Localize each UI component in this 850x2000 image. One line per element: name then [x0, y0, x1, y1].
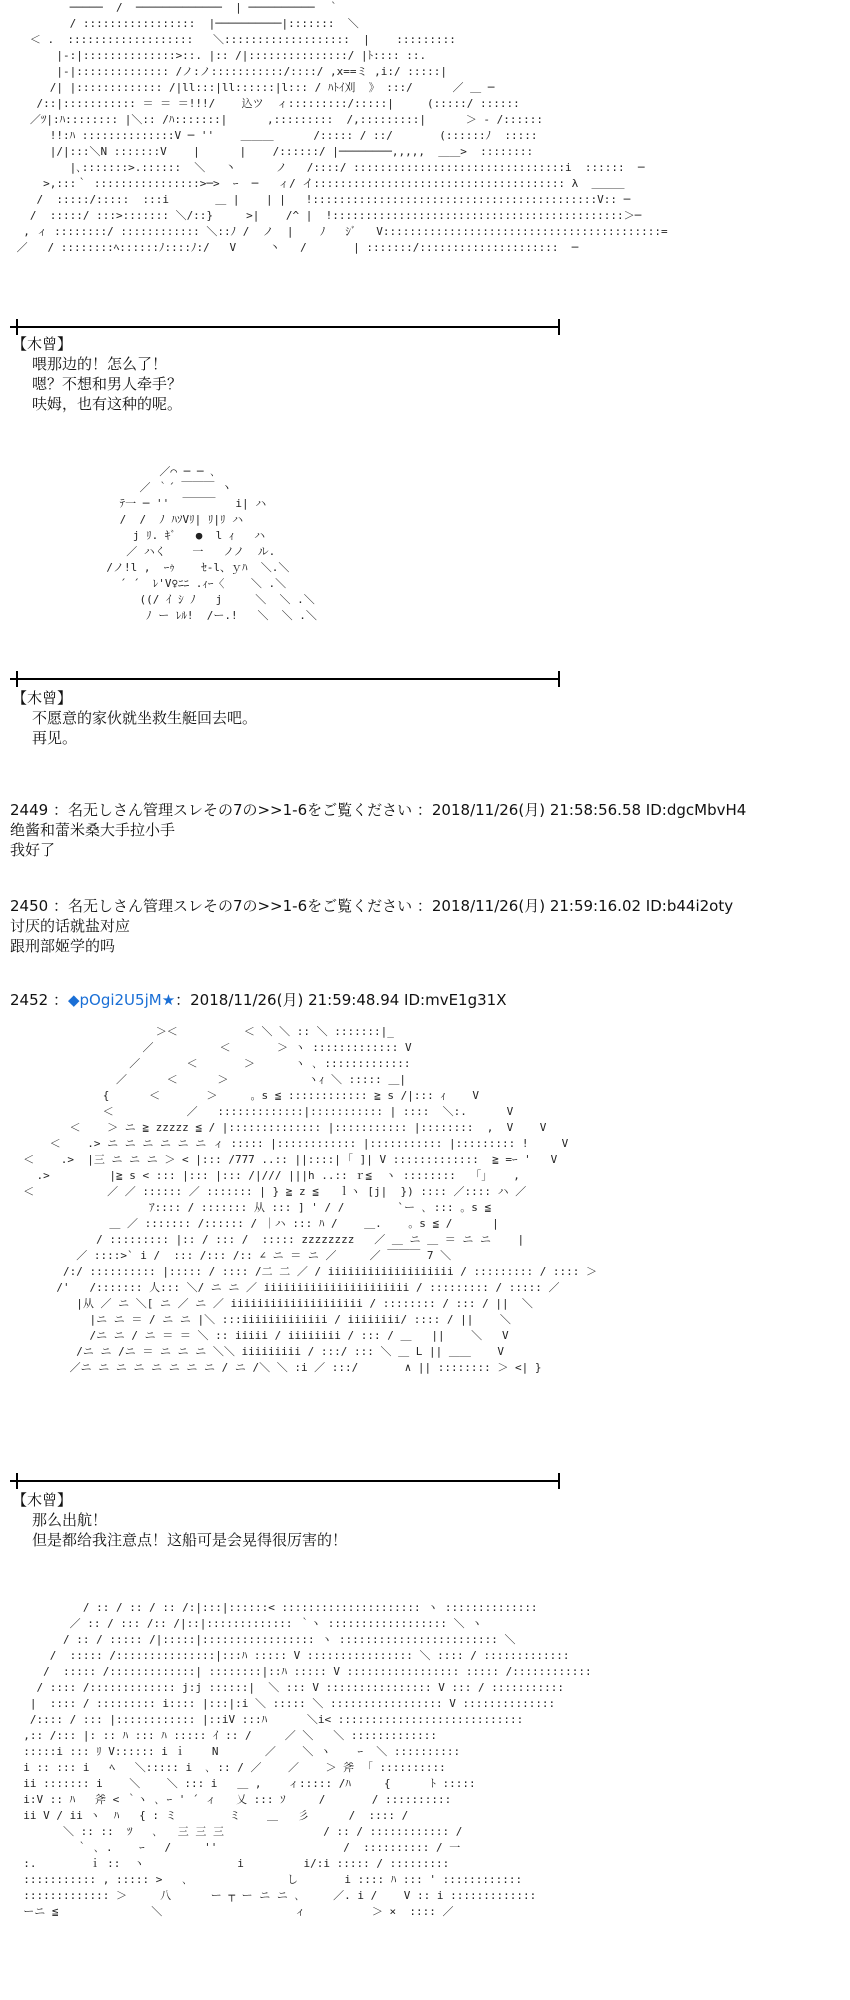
post-2450: [10, 896, 840, 956]
divider-cross: [558, 671, 560, 687]
post-2452: [10, 990, 840, 1010]
dialogue-line: 不愿意的家伙就坐救生艇回去吧。: [32, 709, 258, 727]
speaker-name: 【木曾】: [12, 1491, 73, 1509]
speaker-name: 【木曾】: [12, 335, 73, 353]
divider-cross: [16, 319, 18, 335]
post-body-line: 跟刑部姬学的吗: [10, 937, 116, 955]
dialogue-line: 但是都给我注意点！这船可是会晃得很厉害的！: [32, 1531, 348, 1549]
dialogue-line: 嗯？不想和男人牵手？: [32, 375, 183, 393]
dialogue-line: 再见。: [32, 729, 78, 747]
dialogue-block-3: [12, 1490, 347, 1550]
star-icon: ★: [161, 991, 176, 1009]
ascii-art-scene-1: ───── / ───────────── | ────────── ｀ / ::::::::::::::::: |──────────|::::::: ＼ ＜ . ::::::::::::::::::: ＼::::::::::::::::::: | ::::::::: |-:|::::::::::::::>::. |:: /|:::::::::::::::/ |ﾄ:::: ::. |-|:::::::::::::: /ノ:ノ:::::::::::/::::/ ,x==ミ ,i:/ :::::| /| |::::::::::::: /|ll:::|ll::::::|l::: / ﾊﾄｲ刈 》 :::/ ／ ＿ ─ /::|::::::::::: ＝ ＝ ＝!!!/ 込ツ ィ:::::::::/:::::| (:::::/ :::::: ／ﾂ|:ﾊ:::::::: |＼:: /ﾊ:::::::| ,::::::::: /,:::::::::| ＞ - /:::::: !!:ﾊ ::::::::::::::V ─ '' ＿＿＿ /::::: / ::/ (::::::ﾉ ::::: |/|:::＼N :::::::V | | /::::::/ |────────,,,,, ＿＿> :::::::: |､:::::::>.:::::: ＼ 丶 ノ /::::/ ::::::::::::::::::::::::::::::::i :::::: ─ >,:::｀ ::::::::::::::::>─> ｰ ─ ィ/ イ:::::::::::::::::::::::::::::::::::::: λ ＿＿＿ / :::::/::::: :::i ＿ | | | !:::::::::::::::::::::::::::::::::::::::::::V:: ─ / :::::/ :::>::::::: ＼/::} >| /^ | !::::::::::::::::::::::::::::::::::::::::::::＞─ , ィ ::::::::/ :::::::::::: ＼::ﾉ / ノ | ﾉ ｼﾞ V::::::::::::::::::::::::::::::::::::::::::= ／ / ::::::::ﾍ::::::ﾉ::::ﾉ:/ V 丶 / | :::::::/::::::::::::::::::::: ─: [16, 1, 668, 254]
divider-cross: [558, 319, 560, 335]
divider: [10, 678, 560, 680]
post-body-line: 我好了: [10, 841, 56, 859]
ascii-art-scene-3: ＞＜ ＜ ＼ ＼ :: ＼ :::::::|_ ／ ＜ ＞ ヽ ::::::::::::: V ／ ＜ ＞ ヽ ､ ::::::::::::: ／ ＜ ＞ ヽｨ ＼ ::::: ＿| { ＜ ＞ 。s ≦ :::::::::::: ≧ s /|::: ｨ V ＜ ／ :::::::::::::|::::::::::: | :::: ＼:. V ＜ ＞ ニ ≧ zzzzz ≦ / |:::::::::::::: |::::::::::: |:::::::: , V V ＜ .> ニ ニ ニ ニ ニ ニ ィ ::::: |:::::::::::: |::::::::::: |::::::::: ! V ＜ .> |三 ニ ニ ニ ＞ < |::: /777 ..:: ||::::| ｢ ]| V ::::::::::::: ≧ =ｰ ' V .> |≧ s < ::: |::: |::: /|/// |||h ..:: ｒ≦ ヽ :::::::: ｢｣ , ＜ ／ ／ :::::: ／ ::::::: | } ≧ z ≦ ｌヽ [j| }) :::: ／:::: ハ ／ ｱ:::: / ::::::: 从 ::: ] ' / / `ー ､ ::: 。s ≦ ＿ ／ ::::::: /:::::: / ｜ハ ::: ﾊ / ＿. 。s ≦ / | / ::::::::: |:: / ::: / ::::: zzzzzzzz ／ ＿ ニ ＿ ＝ ニ ニ | ／ ::::>` i / ::: /::: /:: ∠ ニ ＝ ニ ／ ／ ￣￣￣ 7 ＼ /:/ :::::::::: |::::: / :::: /二 二 ／ / iiiiiiiiiiiiiiiiiii / ::::::::: / :::: ＞ /' /::::::: 人::: ＼/ ニ ニ ／ iiiiiiiiiiiiiiiiiiiiii / ::::::::: / ::::: ／ |从 ／ ニ ＼[ ニ ／ ニ ／ iiiiiiiiiiiiiiiiiiii / :::::::: / ::: / || ＼ |ニ ニ ＝ / ニ ニ |＼ :::iiiiiiiiiiiii / iiiiiiii/ :::: / || ＼ /ニ ニ / ニ ＝ ＝ ＼ :: iiiii / iiiiiiii / ::: / ＿ || ＼ V /ニ ニ /ニ ＝ ニ ニ ニ ＼＼ iiiiiiiii / :::/ ::: ＼ ＿ L || ＿＿ V ／ニ ニ ニ ニ ニ ニ ニ ニ / ニ /＼ ＼ :i ／ :::/ ∧ || :::::::: ＞ <| }: [23, 1025, 598, 1374]
dialogue-line: 那么出航！: [32, 1511, 108, 1529]
divider: [10, 1480, 560, 1482]
tripcode-link[interactable]: ◆pOgi2U5jM: [67, 991, 162, 1009]
dialogue-block-1: [12, 334, 182, 414]
ascii-art-scene-4: / :: / :: / :: /:|:::|::::::< ::::::::::::::::::::: ヽ :::::::::::::: ／ :: / ::: /:: /|::|::::::::::::: ｀ヽ :::::::::::::::::: ＼ ヽ / :: / ::::: /|:::::|::::::::::::::::: ヽ :::::::::::::::::::::::: ＼ / ::::: /:::::::::::::::|:::ﾊ ::::: V :::::::::::::::: ＼ :::: / ::::::::::::: / ::::: /:::::::::::::| ::::::::|::ﾊ ::::: V ::::::::::::::::: ::::: /:::::::::::: / :::: /::::::::::::: j:j ::::::| ＼ ::: V :::::::::::::::: V ::: / ::::::::::: | :::: / ::::::::: i:::: |:::|:i ＼ ::::: ＼ ::::::::::::::::: V :::::::::::::: /:::: / ::: |:::::::::::: |::iV :::ﾊ ＼i< :::::::::::::::::::::::::::: ,:: /::: |: :: ﾊ ::: ﾊ ::::: ｲ :: / ／ ＼ ＼ ::::::::::::: :::::i ::: ﾘ V:::::: i ｉ N ／ ＼ ヽ ｰ ＼ :::::::::: i :: ::: i ﾍ ＼::::: i ､ :: / ／ ／ ＞ 斧 ｢ :::::::::: ii ::::::: i ＼ ＼ ::: i ＿ , ィ::::: /ﾊ { ﾄ ::::: i:V :: ﾊ 斧 < ｀ヽ ､ ｰ ' ´ ィ 乂 ::: ｿ / / :::::::::: ii V / ii ヽ ﾊ { : ミ ミ ＿ 彡 / :::: / ＼ :: :: ﾂ ､ 三 三 三 / :: / :::::::::::: / ｀ ､ . ｰ / '' / :::::::::: / 一 :. ｉ :: ヽ i i/:i ::::: / ::::::::: ::::::::::: , ::::: > ､ し i :::: ﾊ ::: ' :::::::::::: ::::::::::::: ＞ 八 ー ┬ ー ニ ニ ､ ／. i / V :: i ::::::::::::: ーニ ≦ ＼ ィ ＞ × :::: ／: [23, 1601, 592, 1918]
dialogue-line: 喂那边的！怎么了！: [32, 355, 168, 373]
post-header: 2449 ：名无しさん管理スレその7の>>1-6をご覧ください ：2018/11/26(月) 21:58:56.58 ID:dgcMbvH4: [10, 801, 747, 819]
post-body-line: 讨厌的话就盐对应: [10, 917, 131, 935]
post-2449: [10, 800, 840, 860]
post-meta: ：2018/11/26(月) 21:59:48.94 ID:mvE1g31X: [175, 991, 507, 1009]
post-number: 2452 ：: [10, 991, 68, 1009]
speaker-name: 【木曾】: [12, 689, 73, 707]
dialogue-line: 呋姆，也有这种的呢。: [32, 395, 183, 413]
dialogue-block-2: [12, 688, 257, 748]
post-header: 2450 ：名无しさん管理スレその7の>>1-6をご覧ください ：2018/11/26(月) 21:59:16.02 ID:b44i2oty: [10, 897, 734, 915]
ascii-art-scene-2: ／⌒ ─ ─ ､ ／ ｀´ ￣￣￣ ヽ ﾃ一 ─ '' ￣￣￣ i| ハ / / ﾉ ﾊｿVﾘ| ﾘ|ﾘ ハ j ﾘ. ｷﾞ ● l ｨ ハ ／ ハく 一 ノノ ル. /ノ!l , ｰｩ ｾ-l、ｙﾊ ＼.＼ ´ ´ ﾚ'V♀ﾆﾆ .ｨｰ〈 ＼ .＼ ((/ ｲ ｼ ﾉ j ＼ ＼ .＼ ﾉ ー ﾚﾙ! /ー.! ＼ ＼ .＼: [106, 465, 317, 622]
divider: [10, 326, 560, 328]
divider-cross: [16, 1473, 18, 1489]
divider-cross: [16, 671, 18, 687]
post-body-line: 绝酱和蕾米桑大手拉小手: [10, 821, 176, 839]
divider-cross: [558, 1473, 560, 1489]
post-header: [10, 990, 840, 1010]
